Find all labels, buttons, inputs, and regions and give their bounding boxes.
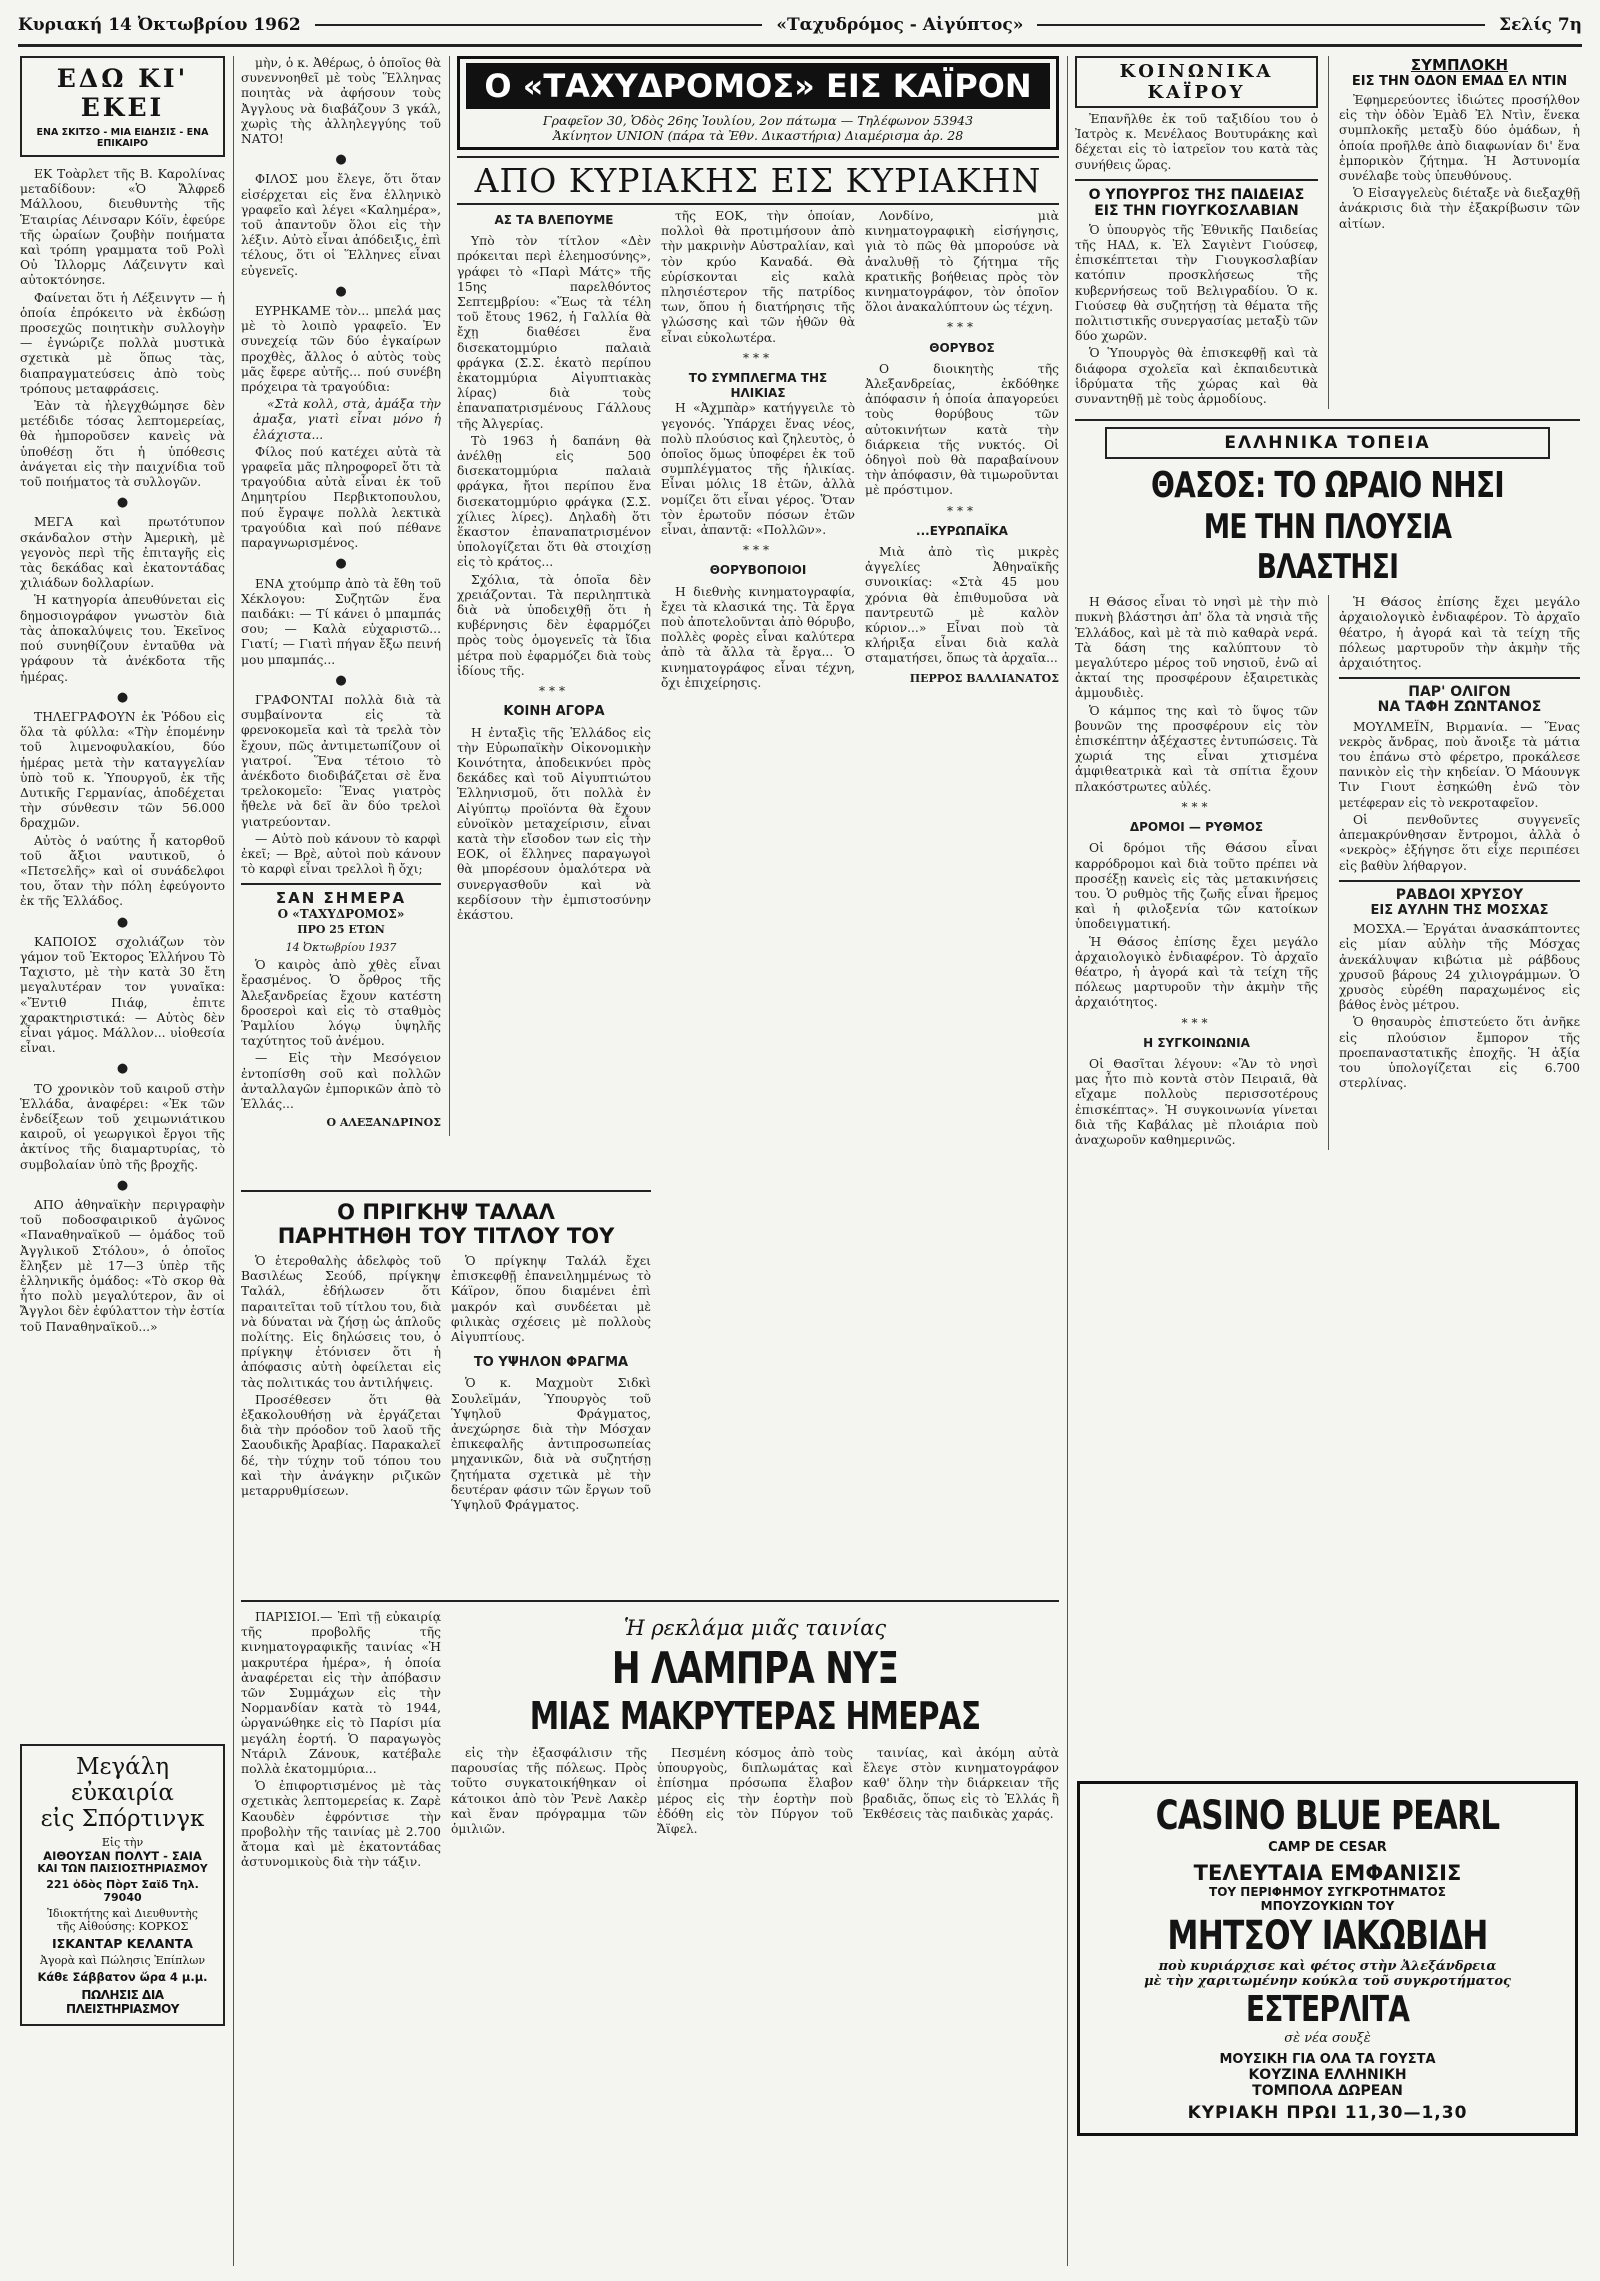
thasos-headline: ΜΕ ΤΗΝ ΠΛΟΥΣΙΑ ΒΛΑΣΤΗΣΙ <box>1203 507 1452 588</box>
separator-mark: ● <box>335 152 347 168</box>
section-subtitle: ΚΟΙΝΗ ΑΓΟΡΑ <box>503 704 605 720</box>
separator-mark: ● <box>116 1061 129 1077</box>
clash-title: ΕΙΣ ΤΗΝ ΟΔΟΝ ΕΜΑΔ ΕΛ ΝΤΙΝ <box>1351 74 1568 89</box>
news-item: Ὁ καιρὸς ἀπὸ χθὲς εἶναι ἔρασμένος. Ὁ ὄρθρος τῆς Ἀλεξανδρείας ἔχουν κατέστη δροσεροὶ καὶ εἰς τὸ σταθμὸς Ῥαμλίου λόγῳ ὑψηλῆς ταχύτητος τοῦ ἀνέμου. <box>241 958 441 1049</box>
section-subtitle: ΘΟΡΥΒΟΠΟΙΟΙ <box>709 563 807 578</box>
section-subtitle: ...ΕΥΡΩΠΑΪΚΑ <box>916 523 1008 538</box>
koinonika-title: ΚΟΙΝΩΝΙΚΑ ΚΑΪΡΟΥ <box>1119 61 1274 103</box>
thasos-column-a <box>1075 595 1318 1150</box>
article-paragraph: εἰς τὴν ἐξασφάλισιν τῆς παρουσίας τῆς πόλεως. Πρὸς τοῦτο συγκατοικήθηκαν οἱ κάτοικοι ἀπὸ τὸν Ῥενὲ Λακὲρ καὶ ἕναν πρόγραμμα τῶν ὁμιλιῶν. <box>451 1746 647 1837</box>
divider <box>241 1190 651 1192</box>
news-item: ΓΡΑΦΟΝΤΑΙ πολλὰ διὰ τὰ συμβαίνοντα εἰς τὰ φρενοκομεῖα καὶ τὰ τρελὰ τὸν ἔχουν, πῶς ἀντιμετωπίζουν οἱ γιατροί. Ἕνα τέτοιο τὸ ἀνέκδοτο διοδιβάζεται σὲ ἕνα τρελοκομεῖο: Ἕνας γιατρὸς ἤθελε νὰ δεῖ ἂν δύο τρελοὶ γιατρεύονταν. <box>241 692 441 829</box>
article-paragraph: Ὁ ἑτεροθαλὴς ἀδελφὸς τοῦ Βασιλέως Σεούδ, πρίγκηψ Ταλάλ, ἐδήλωσεν ὅτι παραιτεῖται τοῦ τίτλου του, διὰ νὰ δύναται νὰ ζήσῃ ὡς ἁπλοῦς πολίτης. Εἰς δηλώσεις του, ὁ πρίγκηψ ἐτόνισεν ὅτι ἡ ἀπόφασις αὐτὴ ὀφείλεται εἰς τὰς πολιτικάς του ἀντιλήψεις. <box>241 1254 441 1390</box>
paris-column-d <box>863 1746 1059 1839</box>
article-paragraph: Ὁ θησαυρὸς ἐπιστεύετο ὅτι ἀνῆκε εἰς πλούσιον ἔμπορον τῆς προεπαναστατικῆς ἐποχῆς. Ἡ ἀξία του ὑπολογίζεται εἰς 6.700 στερλίνας. <box>1338 1015 1580 1091</box>
separator-mark: ● <box>335 283 347 299</box>
ad-line: Ἰδιοκτήτης καὶ Διευθυντὴς <box>47 1907 198 1920</box>
article-paragraph: Ὁ πρίγκηψ Ταλάλ ἔχει ἐπισκεφθῇ ἐπανειλημμένως τὸ Κάϊρον, ὅπου διαμένει ἐπὶ μακρόν καὶ συνδέεται μὲ φιλικὰς σχέσεις μὲ πολλοὺς Αἰγυπτίους. <box>451 1254 651 1345</box>
ad-line: ΑΙΘΟΥΣΑΝ ΠΟΛΥΤ - ΣΑΙΑ <box>43 1849 202 1863</box>
sporting-auction-ad <box>20 1744 225 2026</box>
paris-columns <box>451 1746 1059 1839</box>
today-subtitle: ΠΡΟ 25 ΕΤΩΝ <box>297 922 385 936</box>
news-item: μὴν, ὁ κ. Ἀθέρως, ὁ ὁποῖος θὰ συνεννοηθεῖ μὲ τοὺς Ἕλληνας ποιητὰς νὰ ἀφήσουν τοὺς Ἀγγλους νὰ διαβάζουν 3 γκάλ, χωρὶς τὴς ἀλληλεγγύης τοῦ ΝΑΤΟ! <box>241 56 441 147</box>
article-paragraph: Ὁ ἐπιφορτισμένος μὲ τὰς σχετικὰς λεπτομερείας κ. Ζαρὲ Καουδὲν ἐφρόντισε τὴν προβολὴν τῆς ταινίας μὲ 2.700 ἄτομα καὶ μὲ ἐκατοντάδας ἀστυνομικοὺς διὰ τὴν τάξιν. <box>241 1779 441 1870</box>
casino-ad <box>1077 1781 1578 2136</box>
casino-line: σὲ νέα σουξὲ <box>1284 2031 1371 2046</box>
separator-mark: ● <box>335 672 347 688</box>
page-number: Σελίς 7η <box>1499 15 1583 35</box>
koinonika-text <box>1075 112 1318 173</box>
news-item: ΜΕΓΑ καὶ πρωτότυπον σκάνδαλον στὴν Ἀμερικὴ, μὲ γεγονὸς περὶ τῆς ἐπιταγῆς εἰς τὰς δεκάδας καὶ ἐκατοντάδας χιλιάδων δολλαρίων. <box>20 515 225 591</box>
news-item: Φαίνεται ὅτι ἡ Λέξεινγτν — ἡ ὁποία ἐπρόκειτο νὰ ἐκδώσῃ προσεχῶς ποιητικὴν συλλογὴν — ἐγνώριζε πολλὰ μυστικὰ σχετικὰ μὲ ὅπως τὰς, διαπραγματεύσεις ἀπὸ τοὺς τρόπους μεταφράσεις. <box>20 290 225 396</box>
news-item: ΕΝΑ χτούμπρ ἀπὸ τὰ ἔθη τοῦ Χέκλογου: Συζητῶν ἕνα παιδάκι: — Τί κάνει ὁ μπαμπάς σου; — Καλὰ εὐχαριστῶ... Γιατί; — Γιατὶ πήγαν ἔξω πεινή μου μπαμπάς... <box>241 576 441 667</box>
casino-line: ΤΟΥ ΠΕΡΙΦΗΜΟΥ ΣΥΓΚΡΟΤΗΜΑΤΟΣ <box>1209 1885 1446 1899</box>
section-subtitle: ΔΡΟΜΟΙ — ΡΥΘΜΟΣ <box>1129 820 1264 835</box>
column-rule <box>1067 56 1068 2266</box>
article-paragraph: Οἱ δρόμοι τῆς Θάσου εἶναι καρρόδρομοι καὶ διὰ τοῦτο πρέπει νὰ προσέξῃ κανεὶς εἰς τὰς μετακινήσεις του. Ὁ ρυθμὸς τῆς ζωῆς εἶναι ἥρεμος καὶ ἡ φιλοξενία τῶν κατοίκων ὑποδειγματική. <box>1075 841 1318 932</box>
news-item: ΕΥΡΗΚΑΜΕ τὸν... μπελά μας μὲ τὸ λοιπὸ γραφεῖο. Ἐν συνεχείᾳ τῶν δύο ἐγκαίρων προχθὲς, ἄλλος ὁ αὐτὸς τοὺς μᾶς ἔφερε αὐτῆς... πού συνέβη πρόχειρα τὰ τραγούδια: <box>241 304 441 395</box>
masthead-box <box>457 56 1059 150</box>
section-subtitle: ΘΟΡΥΒΟΣ <box>929 340 995 355</box>
divider <box>241 1600 1059 1602</box>
paris-right <box>451 1610 1059 1872</box>
gold-bars-title: ΡΑΒΔΟΙ ΧΡΥΣΟΥ <box>1395 886 1524 903</box>
casino-line: ποὺ κυριάρχισε καὶ φέτος στὴν Ἀλεξάνδρεια <box>1158 1959 1497 1974</box>
article-paragraph: Η Θάσος εἶναι τὸ νησὶ μὲ τὴν πιὸ πυκνὴ βλάστησι ἀπ' ὅλα τὰ νησιὰ τῆς Ἑλλάδος, καὶ μὲ τὰ πιὸ καθαρὰ νερά. Τὰ δάση της καλύπτουν τὸ μεγαλύτερο μέρος τοῦ νησιοῦ, ἐνῶ αἱ ἀκταί της προσφέρουν ἐξαιρετικὰς ἀμμουδιὲς. <box>1075 595 1318 701</box>
divider <box>241 883 441 885</box>
article-paragraph: Μιὰ ἀπὸ τὶς μικρὲς ἀγγελίες Ἀθηναϊκῆς συνοικίας: «Στὰ 45 μου χρόνια θὰ ἐπιθυμοῦσα νὰ παντρευτῶ μὲ καλὸν κύριον...» Εἶναι ποὺ τὰ κλήριξα εἶναι διὰ καλὰ σταματήσει, ὅπως τὰ ἀρχαῖα... <box>865 545 1059 666</box>
today-title: ΣΑΝ ΣΗΜΕΡΑ <box>275 889 407 908</box>
section-subtitle: ΤΟ ΣΥΜΠΛΕΓΜΑ ΤΗΣ ΗΛΙΚΙΑΣ <box>688 371 828 401</box>
casino-line: ΚΟΥΖΙΝΑ ΕΛΛΗΝΙΚΗ <box>1248 2067 1407 2083</box>
article-paragraph: τῆς ΕΟΚ, τὴν ὁποίαν, πολλοὶ θὰ προτιμήσουν ἀπὸ τὴν μακρινὴν Αὐστραλίαν, καὶ τὸν κρύο Καναδά. Θὰ εὑρίσκονται εἰς καλὰ πλησιέστερον τῆς πατρίδος των, ὅπου ἡ διατήρησις τῆς γλώσσης καὶ τῶν ἠθῶν θὰ εἶναι εὐκολωτέρα. <box>661 209 855 345</box>
article-paragraph: Πεσμένη κόσμος ἀπὸ τοὺς ὑπουργοὺς, διπλωμάτας καὶ ἐπίσημα πρόσωπα ἔλαβον μέρος εἰς τὴν ἑορτὴν ποὺ ἐδόθη εἰς τὸν Πύργον τοῦ Ἄϊφελ. <box>657 1746 853 1837</box>
office-address: Ἀκίνητον UNION (πάρα τὰ Ἐθν. Δικαστήρια) Διαμέρισμα ἀρ. 28 <box>552 128 964 143</box>
issue-date: Κυριακή 14 Ὀκτωβρίου 1962 <box>18 15 301 35</box>
right-top-right <box>1339 56 1580 409</box>
topeia-title: ΕΛΛΗΝΙΚΑ ΤΟΠΕΙΑ <box>1224 433 1431 454</box>
masthead-title: Ο «ΤΑΧΥΔΡΟΜΟΣ» ΕΙΣ ΚΑΪΡΟΝ <box>466 63 1050 109</box>
separator-mark: *** <box>1181 799 1212 814</box>
separator-mark: ● <box>116 495 129 511</box>
section-subtitle: ΑΣ ΤΑ ΒΛΕΠΟΥΜΕ <box>494 213 614 227</box>
prince-title: Ο ΠΡΙΓΚΗΨ ΤΑΛΑΛ <box>337 1200 555 1224</box>
article-paragraph: Η «Ἀχμπὰρ» κατήγγειλε τὸ γεγονός. Ὑπάρχει ἕνας νέος, πολὺ πλούσιος καὶ ζηλευτὸς, ὁ ὁποῖος ὅμως ὑποφέρει ἐκ τοῦ συμπλέγματος τῆς ἡλικίας. Εἶναι μόλις 18 ἐτῶν, ἀλλὰ νομίζει ὅτι εἶναι γέρος. Ὅταν τὸν ἐρωτοῦν πόσων ἐτῶν εἶναι, ἀπαντᾷ: «Πολλῶν». <box>661 401 855 538</box>
page-header <box>18 10 1582 40</box>
news-item: ΦΙΛΟΣ μου ἔλεγε, ὅτι ὅταν εἰσέρχεται εἰς ἕνα ἑλληνικὸ γραφεῖο καὶ λέγει «Καλημέρα», τοῦ ἀπαντοῦν ὅλοι εἰς τὴν λέξιν. Αὐτὸ εἶναι ἀπόδειξις, ἐπὶ τέλους, ὅτι οἱ Ἕλληνες εἶναι εὐγενεῖς. <box>241 172 441 278</box>
article-paragraph: Ὁ κάμπος της καὶ τὸ ὕψος τῶν βουνῶν της προσφέρουν εἰς τὸν ἐπισκέπτην ἀξέχαστες ἐντυπώσεις. Τὰ χωριά της εἶναι χτισμένα ἀμφιθεατρικὰ καὶ τὰ σπίτια ἔχουν πλακόστρωτες αὐλές. <box>1075 703 1318 794</box>
film-ad-title: ΜΙΑΣ ΜΑΚΡΥΤΕΡΑΣ ΗΜΕΡΑΣ <box>529 1694 981 1738</box>
ad-line: Ἀγορὰ καὶ Πώλησις Ἐπίπλων <box>39 1954 206 1967</box>
divider <box>1339 677 1580 679</box>
edo-ki-ekei-title: ΕΔΩ ΚΙ' ΕΚΕΙ <box>56 64 189 122</box>
article-paragraph: Προσέθεσεν ὅτι θὰ ἐξακολουθήσῃ νὰ ἐργάζεται διὰ τὴν πρόοδον τοῦ λαοῦ τῆς Σαουδικῆς Ἀραβίας. Παρακαλεῖ δέ, τὴν τύχην τοῦ τόπου του καὶ τὴν ἀνάγκην ριζικῶν μεταρρυθμίσεων. <box>241 1392 441 1499</box>
news-item: ΕΚ Τοὰρλετ τῆς Β. Καρολίνας μεταδίδουν: «Ὁ Ἄλφρεδ Μάλλοου, διευθυντὴς τῆς Ἑταιρίας Λέινσαρν Κόϊν, ἐφεύρε τῆς ὡραίων ζουβὴν ποιήματα καὶ τρόπη γραμματα τοῦ Ρολὶ Οὐ Ἰλλορμς Λάζεινγτν καὶ αὐτοκτόνησε. <box>20 167 225 288</box>
signature: Ο ΑΛΕΞΑΝΔΡΙΝΟΣ <box>326 1116 441 1130</box>
separator-mark: *** <box>947 503 977 518</box>
article-paragraph: Σχόλια, τὰ ὁποῖα δὲν χρειάζονται. Τὰ περιληπτικὰ διὰ νὰ ὑποδειχθῇ ὅτι ἡ κυβέρνησις δὲν ἐφαρμόζει πρὸς τοὺς ὁμογενεῖς τὰ ἴδια μέτρα ποὺ ἐφαρμόζει διὰ τοὺς ἰδίους τῆς. <box>457 572 651 678</box>
ad-headline: Μεγάλη εὐκαιρία <box>71 1754 174 1806</box>
today-subtitle: Ο «ΤΑΧΥΔΡΟΜΟΣ» <box>277 906 405 921</box>
prince-column-a <box>241 1254 441 1515</box>
minister-text <box>1075 223 1318 407</box>
edo-ki-ekei-box <box>20 56 225 157</box>
prince-column-b <box>451 1254 651 1515</box>
casino-performer: ΜΗΤΣΟΥ ΙΑΚΩΒΙΔΗ <box>1167 1913 1488 1959</box>
koinonika-box <box>1075 56 1318 108</box>
clash-text <box>1339 93 1580 232</box>
song-verse: «Στὰ κολλ, στὰ, ἀμάξα τὴν ἀμαξα, γιατὶ εἶναι μόνο ἡ ἐλάχιστα... <box>253 397 441 442</box>
article-paragraph: Υπὸ τὸν τίτλον «Δὲν πρόκειται περὶ ἐλεημοσύνης», γράφει τὸ «Παρὶ Μάτς» τῆς 15ης παρελθόντος Σεπτεμβρίου: «Ἕως τὰ τέλη τοῦ ἔτους 1962, ἡ Γαλλία θὰ ἔχῃ διαθέσει ἕνα δισεκατομμύριο παλαιὰ φράγκα (Σ.Σ. ἑκατὸ περίπου ἑκατομμύρια Αἰγυπτιακὰς λίρας) διὰ τοὺς ἐπαναπατρισμένους Γάλλους τῆς Ἀλγερίας. <box>457 234 651 431</box>
buried-alive-title: ΝΑ ΤΑΦΗ ΖΩΝΤΑΝΟΣ <box>1377 699 1542 716</box>
separator-mark: ● <box>335 556 347 572</box>
topeia-box <box>1105 427 1550 459</box>
section-subtitle: ΤΟ ΥΨΗΛΟΝ ΦΡΑΓΜΑ <box>473 1355 629 1371</box>
article-paragraph: Οἱ Θασῖται λέγουν: «Ἂν τὸ νησὶ μας ἦτο πιὸ κοντὰ στὸν Πειραιᾶ, θὰ εἴχαμε πολλοὺς περισσοτέρους ἐπισκέπτας». Ἡ συγκοινωνία γίνεται διὰ τῆς Καβάλας μὲ πλοιάρια ποὺ ἀναχωροῦν καθημερινῶς. <box>1075 1056 1318 1147</box>
news-item: ΤΗΛΕΓΡΑΦΟΥΝ ἐκ Ῥόδου εἰς ὅλα τὰ φύλλα: «Τὴν ἑπομένην τοῦ λιμενοφυλακίου, δύο ἡμέρας μετὰ τὴν καταγγελίαν ὑπὸ τοῦ κ. Ὑπουργοῦ, ἐκ τῆς Δυτικῆς Γερμανίας, ἀποδέχεται τὴν σύνθεσιν τῶν 56.000 δραχμῶν. <box>20 709 225 831</box>
minister-title: Ο ΥΠΟΥΡΓΟΣ ΤΗΣ ΠΑΙΔΕΙΑΣ <box>1088 186 1305 203</box>
separator-mark: *** <box>539 684 569 699</box>
casino-line: ΤΕΛΕΥΤΑΙΑ ΕΜΦΑΝΙΣΙΣ <box>1193 1861 1462 1885</box>
article-paragraph: Ἡ Θάσος ἐπίσης ἔχει μεγάλο ἀρχαιολογικὸ ἐνδιαφέρον. Τὸ ἀρχαῖο θέατρο, ἡ ἀγορά καὶ τὰ τείχη τῆς πόλεως μαρτυροῦν τὴν ἀκμὴν τῆς ἀρχαιότητος. <box>1338 595 1580 671</box>
clash-title: ΣΥΜΠΛΟΚΗ <box>1410 56 1509 74</box>
film-ad-title: Η ΛΑΜΠΡΑ ΝΥΞ <box>611 1643 899 1694</box>
news-item: — Εἰς τὴν Μεσόγειον ἐντοπίσθη σοῦ καὶ πολλῶν ἀνταλλαγῶν ἐμπορικῶν ἀπὸ τὸ Ἑλλάς... <box>241 1051 441 1111</box>
ad-line: ΚΑΙ ΤΩΝ ΠΑΙΣΙΟΣΤΗΡΙΑΣΜΟΥ <box>37 1863 208 1875</box>
news-item: Φίλος πού κατέχει αὐτὰ τὰ γραφεῖα μᾶς πληροφορεῖ ὅτι τὰ τραγούδια αὐτὰ εἶναι ἐκ τοῦ Δημητρίου Περβικτοπουλου, πού ἔγραψε πολλὰ λεκτικὰ τραγούδια καὶ πού πέθανε παραγνωρισμένος. <box>241 444 441 551</box>
edo-ki-ekei-subtitle: ΕΝΑ ΣΚΙΤΣΟ - ΜΙΑ ΕΙΔΗΣΙΣ - ΕΝΑ ΕΠΙΚΑΙΡΟ <box>36 127 209 149</box>
article-paragraph: Ἐπανῆλθε ἐκ τοῦ ταξιδίου του ὁ Ἰατρὸς κ. Μενέλαος Βουτυράκης καὶ δέχεται εἰς τὸ ἰατρεῖον του κατὰ τὰς συνήθεις ὥρας. <box>1075 112 1318 172</box>
right-top-left <box>1075 56 1318 409</box>
news-item: Ἡ κατηγορία ἀπευθύνεται εἰς δημοσιογράφον γνωστὸν διὰ τὰς ἀποκαλύψεις του. Ἐκεῖνος πού συνηθίζουν ἐνταῦθα νὰ γράφουν τὰ ἀνέκδοτα τῆς ἡμέρας. <box>20 593 225 684</box>
film-ad-tagline: Ἡ ρεκλάμα μιᾶς ταινίας <box>623 1616 887 1640</box>
separator-mark: ● <box>116 1177 129 1193</box>
article-paragraph: Η ἐνταξὶς τῆς Ἑλλάδος εἰς τὴν Εὐρωπαϊκὴν Οἰκονομικὴν Κοινότητα, ἀποδεικνύει πρὸς δεκάδες καὶ τοῦ Αἰγυπτιώτου Ἑλληνισμοῦ, ὅτι πολλὰ ἐν Αἰγύπτῳ προϊόντα θὰ ἔχουν εὐνοϊκὸν μεταχείρισιν, εἶναι κατὰ τὴν εἴσοδον των εἰς τὴν ΕΟΚ, οἱ ἕλληνες παραγωγοὶ θὰ μπορέσουν ὁμαλότερα νὰ συνεργασθοῦν καὶ νὰ κερδίσουν τὴν ἐμπιστοσύνην ἑκάστου. <box>457 725 651 922</box>
center-section <box>457 56 1059 1136</box>
prince-talal-article <box>241 1200 651 1595</box>
divider <box>1339 880 1580 882</box>
gold-bars-title: ΕΙΣ ΑΥΛΗΝ ΤΗΣ ΜΟΣΧΑΣ <box>1370 902 1549 918</box>
article-paragraph: Ὁ κ. Μαχμοὺτ Σιδκὶ Σουλεϊμάν, Ὑπουργὸς τοῦ Ὑψηλοῦ Φράγματος, ἀνεχώρησε διὰ τὴν Μόσχαν ἐπικεφαλῆς ἀντιπροσωπείας μηχανικῶν, διὰ νὰ συζητήσῃ ζητήματα σχετικὰ μὲ τὴν δευτέραν φάσιν τῶν ἔργων τοῦ Ὑψηλοῦ Φράγματος. <box>451 1376 651 1513</box>
article-paragraph: Ὁ Ὑπουργὸς θὰ ἐπισκεφθῇ καὶ τὰ διάφορα σχολεῖα καὶ ἐκπαιδευτικὰ ἱδρύματα τῆς χώρας καὶ θὰ συναντηθῇ μὲ τοὺς ἁρμοδίους. <box>1075 346 1318 407</box>
casino-star: ΕΣΤΕΡΛΙΤΑ <box>1245 1989 1410 2030</box>
thasos-column-b <box>1339 595 1580 1150</box>
divider <box>1075 419 1580 421</box>
ad-owner: ΙΣΚΑΝΤΑΡ ΚΕΛΑΝΤΑ <box>52 1936 193 1951</box>
article-paragraph: Ὁ Εἰσαγγελεὺς διέταξε νὰ διεξαχθῇ ἀνάκρισις διὰ τὴν ἐξακρίβωσιν τῶν αἰτίων. <box>1338 186 1580 231</box>
separator-mark: *** <box>743 350 773 365</box>
paris-column-a <box>241 1610 441 1872</box>
center-column-b <box>661 209 855 925</box>
today-date: 14 Ὀκτωβρίου 1937 <box>285 940 397 954</box>
header-thick-rule <box>18 44 1582 47</box>
center-column-a <box>457 209 651 925</box>
paris-column-c <box>657 1746 853 1839</box>
column-1 <box>20 56 225 2266</box>
center-column-c <box>865 209 1059 925</box>
column-rule <box>449 56 450 1136</box>
newspaper-name: «Ταχυδρόμος - Αἰγύπτος» <box>776 15 1024 35</box>
article-paragraph: ΜΟΣΧΑ.— Ἐργάται ἀνασκάπτοντες εἰς μίαν αὐλὴν τῆς Μόσχας ἀνεκάλυψαν κιβώτια μὲ ράβδους χρυσοῦ βάρους 24 χιλιογράμμων. Ὁ χρυσὸς εὑρέθη παραχωμένος εἰς βάθος ἑνὸς μέτρου. <box>1338 922 1580 1013</box>
column-1-text <box>20 167 225 1335</box>
center-columns <box>457 209 1059 925</box>
article-paragraph: Λονδίνο, μιὰ κινηματογραφικὴ εἰσήγησις, γιὰ τὸ πῶς θὰ μπορούσε νὰ ἀναλυθῇ τὸ ζήτημα τῆς κρατικῆς βοήθειας πρὸς τὸν κινηματογράφον, τὸν ὁποῖον ὅλοι ἀνακαλύπτουν ὡς τέχνη. <box>865 209 1059 315</box>
divider <box>1075 179 1318 181</box>
ad-line: Κάθε Σάββατον ὥρα 4 μ.μ. <box>37 1970 208 1984</box>
casino-line: ΜΠΟΥΖΟΥΚΙΩΝ ΤΟΥ <box>1260 1899 1395 1913</box>
article-paragraph: Ο διοικητὴς τῆς Ἀλεξανδρείας, ἐκδόθηκε ἀπόφασιν ἡ ὁποία ἀπαγορεύει τοὺς θορύβους τῶν αὐτοκινήτων κατὰ τὴν διάρκεια τῆς νυκτός. Οἱ ὁδηγοὶ ποὺ θὰ παραβαίνουν τὴν ἀπόφασιν, θὰ τιμωροῦνται μὲ πρόστιμον. <box>865 361 1059 498</box>
column-rule <box>233 56 234 2266</box>
separator-mark: *** <box>1181 1015 1212 1030</box>
separator-mark: *** <box>743 543 773 558</box>
column-rule <box>1328 56 1329 409</box>
news-item: ΚΑΠΟΙΟΣ σχολιάζων τὸν γάμον τοῦ Ἐκτορος Ἑλλήνου Τὸ Ταχιστο, μὲ τὴν κατὰ 30 ἔτη μεγαλυτέραν τον γυναῖκα: «Ἔντιθ Πιάφ, ἐπιτε χαρακτηριστικά: — Αὐτὸς δὲν εἶναι γάμος. Μάλλον... υἱοθεσία εἶναι. <box>20 934 225 1056</box>
article-paragraph: ΜΟΥΛΜΕΪΝ, Βιρμανία. — Ἕνας νεκρὸς ἄνδρας, ποὺ ἄνοιξε τὰ μάτια του ἐπάνω στὸ φέρετρο, προκάλεσε πανικὸν εἰς τὴν κηδείαν. Ὁ Μάουνγκ Τιν Γιουτ ἐσηκώθη ἐνῶ τὸν μετέφεραν εἰς τὸ νεκροταφεῖον. <box>1338 719 1580 810</box>
news-item: ΤΟ χρονικὸν τοῦ καιροῦ στὴν Ἑλλάδα, ἀναφέρει: «Ἐκ τῶν ἐνδείξεων τοῦ χειμωνιάτικου καιροῦ, οἱ γεωργικοὶ ἔργοι τῆς ἀκτίνος τῆς διαμαρτυρίας, τὸ συμβολαίαν ὑπὸ τῆς βροχῆς. <box>20 1081 225 1172</box>
news-item: Αὐτὸς ὁ ναύτης ἦ κατορθοῦ τοῦ ἄξιοι ναυτικοῦ, ὁ «Πετσελῆς» καὶ οἱ συνάδελφοι του, ὅταν τὴν πόλη ἐφεύγοντο ἐκ τῆς Ἑλλάδος. <box>20 833 225 909</box>
kyriaki-title: ΑΠΟ ΚΥΡΙΑΚΗΣ ΕΙΣ ΚΥΡΙΑΚΗΝ <box>474 161 1042 200</box>
casino-schedule: ΚΥΡΙΑΚΗ ΠΡΩΙ 11,30—1,30 <box>1187 2103 1468 2123</box>
thasos-headline: ΘΑΣΟΣ: ΤΟ ΩΡΑΙΟ ΝΗΣΙ <box>1151 465 1504 507</box>
casino-line: ΤΟΜΠΟΛΑ ΔΩΡΕΑΝ <box>1252 2083 1403 2099</box>
news-item: Ἐὰν τὰ ἠλεγχθώμησε δὲν μετέδιδε τόσας λεπτομερείας, θὰ ἠμποροῦσεν κανεὶς νὰ ὑποθέσῃ ὅτι ἡ ὑπόθεσις ἀνάγεται εἰς τὴν παιχνίδια τοῦ τοῦ ποιήματος τὰ συλλογῶν. <box>20 399 225 490</box>
right-top-columns <box>1075 56 1580 409</box>
casino-line: ΜΟΥΣΙΚΗ ΓΙΑ ΟΛΑ ΤΑ ΓΟΥΣΤΑ <box>1219 2052 1436 2067</box>
ad-auction-banner: ΠΩΛΗΣΙΣ ΔΙΑ ΠΛΕΙΣΤΗΡΙΑΣΜΟΥ <box>66 1988 179 2016</box>
ad-line: Εἰς τὴν <box>101 1836 144 1849</box>
article-paragraph: Η διεθνὴς κινηματογραφία, ἔχει τὰ κλασικά της. Τὰ ἔργα ποὺ ἀποτελοῦνται ἀπὸ θόρυβο, πολλὲς φορὲς εἶναι καλύτερα ἀπὸ τὰ ἄλλα τὰ ἔργα... Ὁ κινηματογράφος εἶναι τέχνη, ὄχι ἐπιχείρησις. <box>661 584 855 690</box>
kyriaki-header <box>457 156 1059 205</box>
article-paragraph: Ὁ ὑπουργὸς τῆς Ἐθνικῆς Παιδείας τῆς ΗΑΔ, κ. Ἐλ Σαγιὲντ Γιούσεφ, ἐπισκέπτεται τὴν Γιουγκοσλαβίαν κατόπιν προσκλήσεως τῆς κυβερνήσεως τοῦ Βελιγραδίου. Ὁ κ. Γιούσεφ θὰ συζητήσῃ τὰ θέματα τῆς πολιτιστικῆς συνεργασίας μεταξὺ τῶν δύο χωρῶν. <box>1075 222 1318 344</box>
article-paragraph: Οἱ πενθοῦντες συγγενεῖς ἀπεμακρύνθησαν ἔντρομοι, ἀλλὰ ὁ «νεκρὸς» ἐξήγησε ὅτι εἶχε περιπέσει εἰς βαθὺν λήθαργον. <box>1338 812 1580 873</box>
casino-line: μὲ τὴν χαριτωμένην κούκλα τοῦ συγκροτήματος <box>1144 1974 1511 1989</box>
prince-title: ΠΑΡΗΤΗΘΗ ΤΟΥ ΤΙΤΛΟΥ ΤΟΥ <box>277 1224 615 1248</box>
casino-location: CAMP DE CESAR <box>1268 1840 1387 1855</box>
thasos-columns <box>1075 595 1580 1150</box>
casino-name: CASINO BLUE PEARL <box>1155 1793 1500 1839</box>
ad-line: τῆς Αἰθούσης: ΚΟΡΚΟΣ <box>56 1920 189 1933</box>
separator-mark: *** <box>947 320 977 335</box>
article-paragraph: ταινίας, καὶ ἀκόμη αὐτὰ ἔλεγε στὸν κινηματογράφον καθ' ὅλην τὴν διάρκειαν τῆς βραδιᾶς, ὅπως εἰς τὸ Ἑλλάς ἢ Ἐκθέσεις τὰς παιδικὰς χαράς. <box>863 1746 1059 1821</box>
separator-mark: ● <box>116 689 129 705</box>
ad-address: 221 ὁδὸς Πὸρτ Σαϊδ Τηλ. 79040 <box>46 1878 199 1904</box>
article-paragraph: Ἡ Θάσος ἐπίσης ἔχει μεγάλο ἀρχαιολογικὸ ἐνδιαφέρον. Τὸ ἀρχαῖο θέατρο, ἡ ἀγορά καὶ τὰ τείχη τῆς πόλεως μαρτυροῦν τὴν ἀκμὴν τῆς ἀρχαιότητος. <box>1075 934 1318 1010</box>
column-rule <box>1328 595 1329 1150</box>
column-2 <box>241 56 441 1236</box>
paris-layout <box>241 1610 1059 1872</box>
ad-headline: εἰς Σπόρτινγκ <box>40 1806 205 1832</box>
column-2-text <box>241 56 441 1130</box>
news-item: — Αὐτὸ ποὺ κάνουν τὸ καρφὶ ἐκεῖ; — Βρὲ, αὐτοὶ ποὺ κάνουν τὸ καρφὶ εἶναι τρελλοὶ ἢ ὄχι; <box>241 831 441 877</box>
author-signature: ΠΕΡΡΟΣ ΒΑΛΛΙΑΝΑΤΟΣ <box>909 671 1059 685</box>
separator-mark: ● <box>116 914 129 930</box>
article-paragraph: ΠΑΡΙΣΙΟΙ.— Ἐπὶ τῇ εὐκαιρίᾳ τῆς προβολῆς τῆς κινηματογραφικῆς ταινίας «Ἡ μακρυτέρα ἡμέρα», ἡ ὁποία ἀναφέρεται εἰς τὴν ἀπόβασιν τῶν Συμμάχων εἰς τὴν Νορμανδίαν κατὰ τὸ 1944, ὠργανώθηκε εἰς τὸ Παρίσι μία μεγάλη ἑορτή. Ὁ παραγωγὸς Ντάριλ Ζάνουκ, κατέβαλε πολλὰ ἑκατομμύρια... <box>241 1610 441 1777</box>
news-item: ΑΠΟ ἀθηναϊκὴν περιγραφὴν τοῦ ποδοσφαιρικοῦ ἀγῶνος «Παναθηναϊκοῦ — ὁμάδος τοῦ Ἀγγλικοῦ Στόλου», ὁ ὁποῖος ἔληξεν μὲ 17—3 ὑπὲρ τῆς ἑλληνικῆς ὁμάδος: «Τὸ σκορ θὰ ἦτο πολὺ μεγαλύτερον, ἂν οἱ Ἄγγλοι δὲν ἐφύλαττον τὴν ἑστία τοῦ Παναθηναϊκοῦ...» <box>20 1198 225 1334</box>
section-subtitle: Η ΣΥΓΚΟΙΝΩΝΙΑ <box>1143 1035 1250 1050</box>
minister-title: ΕΙΣ ΤΗΝ ΓΙΟΥΓΚΟΣΛΑΒΙΑΝ <box>1094 202 1299 219</box>
header-rule <box>315 24 763 26</box>
article-paragraph: Ἐφημερεύοντες ἰδιώτες προσήλθον εἰς τὴν ὁδὸν Ἐμὰδ Ἐλ Ντὶν, ἕνεκα συμπλοκῆς μεταξὺ δύο ὁμάδων, ἡ ὁποία προῆλθε ἀπὸ διαφωνίαν δι' ἕνα ἐμπορικὸν ζήτημα. Ἡ Ἀστυνομία συνέλαβε τοὺς ὑπευθύνους. <box>1338 93 1580 184</box>
paris-column-b <box>451 1746 647 1839</box>
buried-alive-title: ΠΑΡ' ΟΛΙΓΟΝ <box>1408 684 1511 701</box>
right-section <box>1075 56 1580 2266</box>
header-rule <box>1037 24 1485 26</box>
prince-columns <box>241 1254 651 1515</box>
article-paragraph: Τὸ 1963 ἡ δαπάνη θὰ ἀνέλθῃ εἰς 500 δισεκατομμύρια παλαιὰ φράγκα, ἤτοι περίπου ἕνα δισεκατομμύριο φράγκα (Σ.Σ. χίλιες λίρες). Δηλαδὴ ὅτι ἕκαστον ἐπαναπατρισμένον ὑπολογίζεται ὅτι θὰ στοιχίσῃ εἰς τὸ κράτος... <box>457 433 651 570</box>
paris-film-article <box>241 1610 1059 2260</box>
office-address: Γραφεῖον 30, Ὁδὸς 26ης Ἰουλίου, 2ον πάτωμα — Τηλέφωνον 53943 <box>542 113 974 128</box>
